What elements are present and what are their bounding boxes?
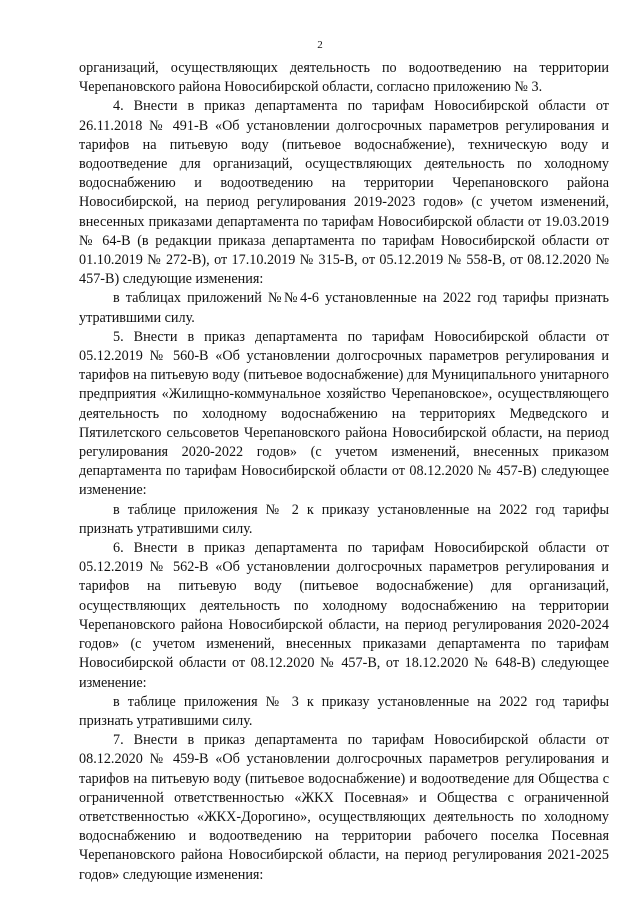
paragraph-item-4: 4. Внести в приказ департамента по тарифам Новосибирской области от 26.11.2018 № 491-В «Об установлении долгосрочных параметров регулирования и тарифов на питьевую воду (питьевое водоснабжение), техническую воду и водоотведение для организаций, осуществляющих деятельность по холодному водоснабжению и водоотведению на территории Черепановского района Новосибирской, на период регулирования 2019-2023 годов» (с учетом изменений, внесенных приказами департамента по тарифам Новосибирской области от 19.03.2019 № 64-В (в редакции приказа департамента по тарифам Новосибирской области от 01.10.2019 № 272-В), от 17.10.2019 № 315-В, от 05.12.2019 № 558-В, от 08.12.2020 № 457-В) следующие изменения: [79,98,609,288]
paragraph-continuation: организаций, осуществляющих деятельность по водоотведению на территории Черепановского района Новосибирской области, согласно приложению № 3. [79,60,609,96]
paragraph-item-7: 7. Внести в приказ департамента по тарифам Новосибирской области от 08.12.2020 № 459-В «Об установлении долгосрочных параметров регулирования и тарифов на питьевую воду (питьевое водоснабжение) и водоотведение для Общества с ограниченной ответственностью «ЖКХ Посевная» и Общества с ограниченной ответственностью «ЖКХ-Дорогино», осуществляющих деятельность по холодному водоснабжению и водоотведению на территории рабочего поселка Посевная Черепановского района Новосибирской области, на период регулирования 2021-2025 годов» следующие изменения: [79,732,609,883]
page-number: 2 [317,39,323,51]
paragraph-item-5-subclause: в таблице приложения № 2 к приказу установленные на 2022 год тарифы признать утратившими силу. [79,501,609,537]
paragraph-item-6-subclause: в таблице приложения № 3 к приказу установленные на 2022 год тарифы признать утратившими силу. [79,693,609,729]
paragraph-item-4-subclause: в таблицах приложений №№4-6 установленные на 2022 год тарифы признать утратившими силу. [79,290,609,326]
paragraph-item-5: 5. Внести в приказ департамента по тарифам Новосибирской области от 05.12.2019 № 560-В «Об установлении долгосрочных параметров регулирования и тарифов на питьевую воду (питьевое водоснабжение) для Муниципального унитарного предприятия «Жилищно-коммунальное хозяйство Черепановское», осуществляющего деятельность по холодному водоснабжению на территориях Медведского и Пятилетского сельсоветов Черепановского района Новосибирской области, на период регулирования 2020-2022 годов» (с учетом изменений, внесенных приказом департамента по тарифам Новосибирской области от 08.12.2020 № 457-В) следующее изменение: [79,328,609,499]
paragraph-item-6: 6. Внести в приказ департамента по тарифам Новосибирской области от 05.12.2019 № 562-В «Об установлении долгосрочных параметров регулирования и тарифов на питьевую воду (питьевое водоснабжение) для организаций, осуществляющих деятельность по холодному водоснабжению на территории Черепановского района Новосибирской области, на период регулирования 2020-2024 годов» (с учетом изменений, внесенных приказами департамента по тарифам Новосибирской области от 08.12.2020 № 457-В, от 18.12.2020 № 648-В) следующее изменение: [79,540,609,691]
document-body [79,59,609,885]
